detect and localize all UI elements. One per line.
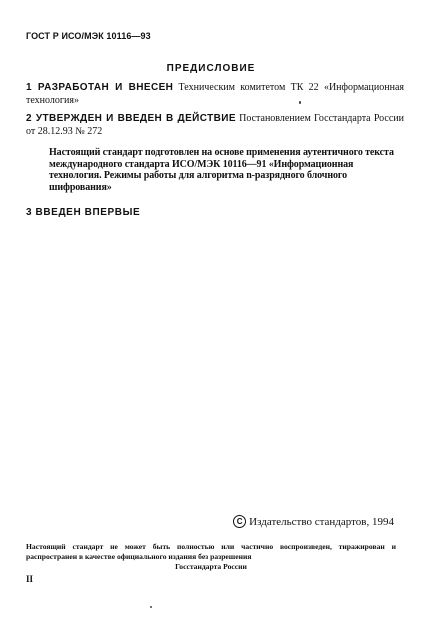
item-1-lead: 1 РАЗРАБОТАН И ВНЕСЕН <box>26 82 174 93</box>
standard-designation: ГОСТ Р ИСО/МЭК 10116—93 <box>26 31 151 41</box>
scan-speck <box>299 101 301 104</box>
item-1-text: Техническим комитетом ТК 22 «Информационная технология» <box>26 82 404 106</box>
scan-speck <box>150 606 152 608</box>
foreword-item-1 <box>26 81 404 107</box>
reproduction-notice <box>26 542 396 572</box>
notice-text: Настоящий стандарт не может быть полностью или частично воспроизведен, тиражирован и распространен в качестве официального издания без разрешения <box>26 542 396 561</box>
copyright-icon: С <box>233 515 246 528</box>
foreword-item-3: 3 ВВЕДЕН ВПЕРВЫЕ <box>26 207 141 218</box>
copyright-text: Издательство стандартов, 1994 <box>249 515 394 528</box>
section-title: ПРЕДИСЛОВИЕ <box>166 63 256 74</box>
item-2-text: Постановлением Госстандарта России от 28.12.93 № 272 <box>26 113 404 137</box>
foreword-paragraph: Настоящий стандарт подготовлен на основе применения аутентичного текста международного стандарта ИСО/МЭК 10116—91 «Информационная технология. Режимы работы для алгоритма n-разрядного блочного шифрования» <box>49 147 394 193</box>
notice-last-line: Госстандарта России <box>175 562 247 571</box>
item-2-lead: 2 УТВЕРЖДЕН И ВВЕДЕН В ДЕЙСТВИЕ <box>26 113 236 124</box>
page-number: II <box>26 574 34 584</box>
foreword-item-2 <box>26 112 404 138</box>
copyright-line <box>233 515 394 528</box>
